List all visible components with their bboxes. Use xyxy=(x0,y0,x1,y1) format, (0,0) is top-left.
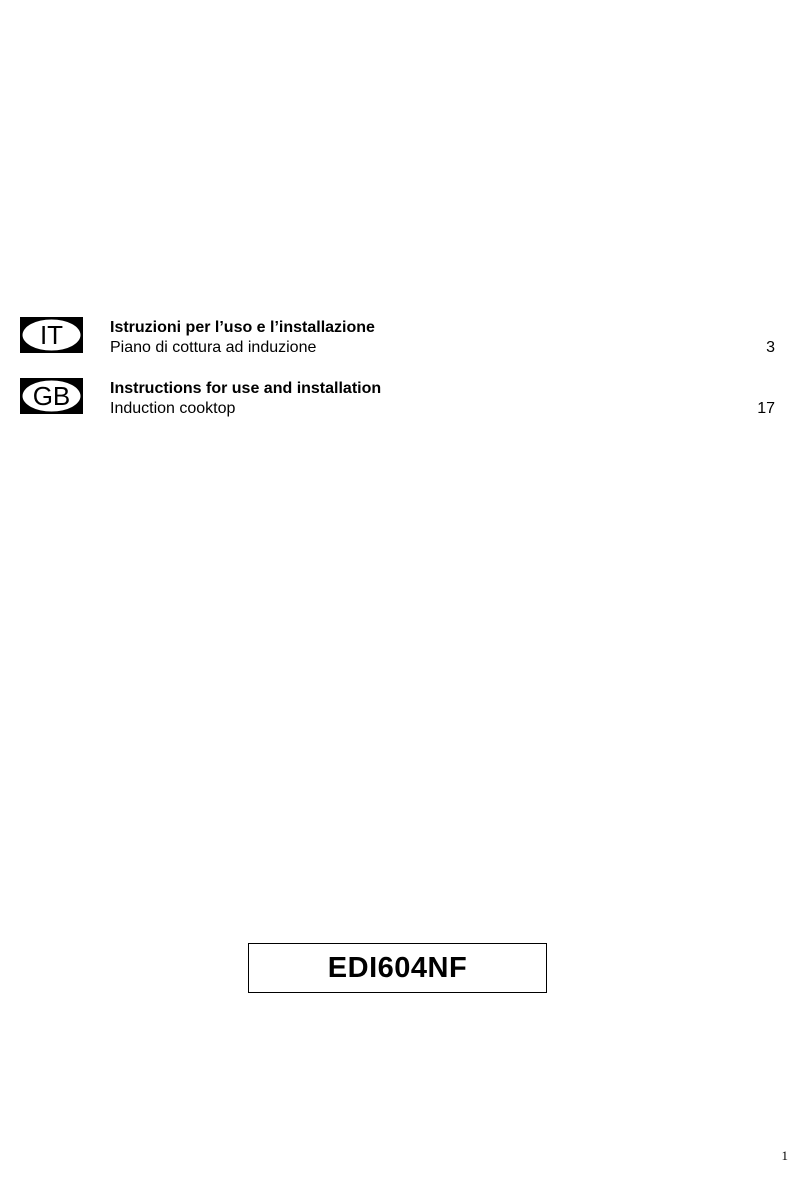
language-code-it: IT xyxy=(39,320,64,350)
section-page-gb: 17 xyxy=(757,400,775,417)
section-title-gb: Instructions for use and installation xyxy=(110,380,382,397)
language-badge-gb xyxy=(20,378,83,414)
oval-badge-icon xyxy=(20,317,83,353)
oval-badge-icon xyxy=(20,378,83,414)
model-name: EDI604NF xyxy=(327,951,468,984)
language-badge-it xyxy=(20,317,83,353)
section-subtitle-gb: Induction cooktop xyxy=(110,400,236,417)
section-title-it: Istruzioni per l’uso e l’installazione xyxy=(110,319,375,336)
section-subtitle-it: Piano di cottura ad induzione xyxy=(110,339,317,356)
section-page-it: 3 xyxy=(766,339,775,356)
page-number: 1 xyxy=(781,1148,788,1163)
language-entry-gb xyxy=(20,378,775,434)
language-code-gb: GB xyxy=(32,381,71,411)
language-entry-it xyxy=(20,317,775,373)
model-box xyxy=(248,943,547,993)
